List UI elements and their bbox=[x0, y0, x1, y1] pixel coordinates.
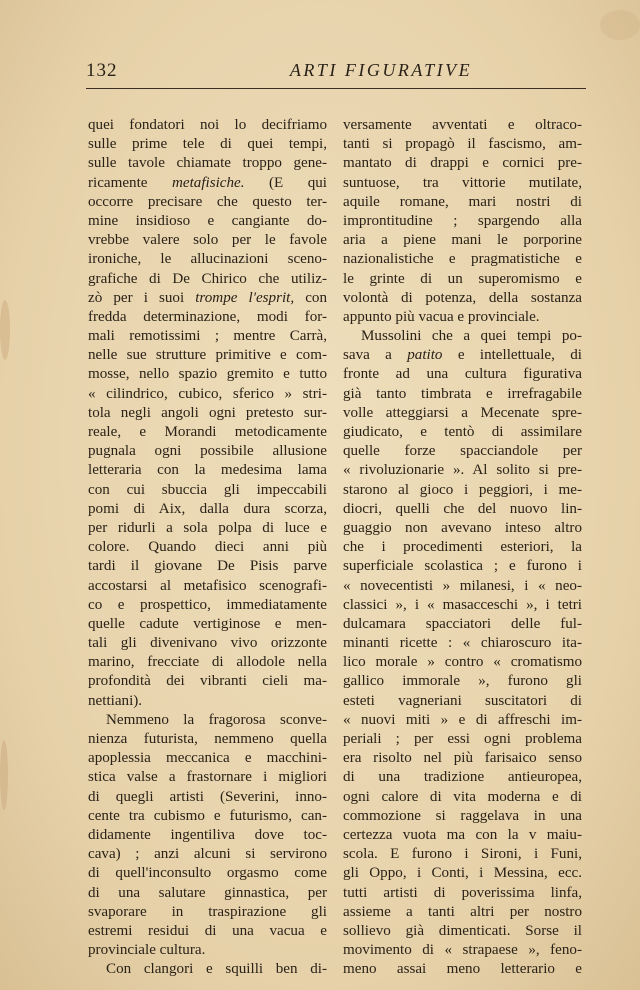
text-line: letteraria con la medesima lama bbox=[88, 462, 327, 479]
text-line: pomi di Aix, dalla dura scorza, bbox=[88, 500, 327, 517]
text-line: era risolto nel più farisaico senso bbox=[343, 750, 582, 767]
italic-term: metafisiche. bbox=[171, 174, 245, 191]
text-line: lico morale » contro « cromatismo bbox=[343, 654, 582, 671]
text-line: mosse, nello spazio gremito e tutto bbox=[88, 366, 327, 383]
text-line: tardi il giovane De Pisis parve bbox=[88, 558, 327, 575]
page-header bbox=[86, 60, 586, 90]
text-line: dulcamara spacciatori delle ful- bbox=[343, 615, 582, 632]
text-line: mine insidioso e cangiante do- bbox=[88, 212, 327, 229]
text-line: classici », i « masacceschi », i tetri bbox=[343, 596, 582, 613]
text-line: gallico immorale », furono gli bbox=[343, 673, 582, 690]
paper-stain bbox=[0, 740, 8, 810]
text-line: apoplessia meccanica e macchini- bbox=[88, 750, 327, 767]
text-line: periali ; per essi ogni problema bbox=[343, 731, 582, 747]
text-line: le grinte di un superomismo e bbox=[343, 270, 582, 287]
text-line: tutti artisti di poverissima linfa, bbox=[343, 884, 582, 901]
text-line: co e prospettico, immediatamente bbox=[88, 596, 327, 613]
text-line: quei fondatori noi lo decifriamo bbox=[88, 117, 327, 133]
text-line: « cilindrico, cubico, sferico » stri- bbox=[88, 385, 327, 402]
text-line: didamente ingentiliva dove toc- bbox=[88, 826, 327, 843]
text-line: per ridurli a sola polpa di luce e bbox=[88, 519, 327, 536]
text-line: gli Oppo, i Conti, i Messina, ecc. bbox=[343, 865, 582, 882]
text-line: Mussolini che a quei tempi po- bbox=[361, 328, 582, 345]
text-line: appunto più vacua e provinciale. bbox=[343, 308, 540, 325]
page-number: 132 bbox=[86, 60, 118, 81]
text-line: esteti vagneriani suscitatori di bbox=[343, 692, 582, 709]
text-line: nettiani). bbox=[88, 692, 143, 709]
text-line: improntitudine ; spargendo alla bbox=[343, 212, 582, 229]
text-line: sulle prime tele di quei tempi, bbox=[88, 136, 327, 153]
text-line: profondità dei vibranti cieli ma- bbox=[88, 673, 327, 690]
text-line: estremi residui di una vacua e bbox=[88, 922, 327, 939]
text-line: fredda determinazione, modi for- bbox=[88, 308, 327, 325]
text-line: tola negli angoli ogni pretesto sur- bbox=[88, 404, 327, 421]
text-line: suntuose, tra vittorie mutilate, bbox=[343, 174, 582, 191]
text-line: Con clangori e squilli ben di- bbox=[106, 961, 327, 978]
text-line: marino, frecciate di allodole nella bbox=[88, 654, 327, 671]
text-line: giudicato, e tentò di assimilare bbox=[343, 424, 582, 440]
header-rule bbox=[86, 88, 586, 89]
text-line: Nemmeno la fragorosa sconve- bbox=[106, 711, 327, 728]
paper-stain bbox=[0, 300, 10, 360]
text-line: « nuovi miti » e di affreschi im- bbox=[343, 711, 582, 728]
text-line: di quegli artisti (Severini, inno- bbox=[88, 788, 327, 805]
text-line: sulle tavole chiamate troppo gene- bbox=[88, 155, 327, 172]
running-title: ARTI FIGURATIVE bbox=[289, 60, 473, 80]
text-line: superficiale scolastica ; e furono i bbox=[343, 558, 582, 575]
text-line: volontà di potenza, della sostanza bbox=[343, 289, 582, 306]
text-line: fronte ad una cultura figurativa bbox=[343, 366, 582, 383]
text-line: tali gli divenivano vivo orizzonte bbox=[88, 635, 327, 652]
text-line: scola. E furono i Sironi, i Funi, bbox=[343, 846, 582, 863]
text-line: guaggio non avevano inteso altro bbox=[343, 519, 582, 536]
text-line: occorre precisare che questo ter- bbox=[88, 193, 327, 210]
text-line: quelle forze spacciandole per bbox=[343, 443, 582, 460]
text-line: meno assai meno letterario e bbox=[343, 961, 582, 978]
text-line: che i procedimenti esteriori, la bbox=[343, 539, 582, 556]
text-line: mali remotissimi ; mentre Carrà, bbox=[88, 328, 327, 345]
text-line: movimento di « strapaese », feno- bbox=[343, 942, 582, 959]
text-line: vrebbe valere solo per le favole bbox=[88, 232, 327, 249]
text-line: cava) ; anzi alcuni si servirono bbox=[88, 846, 327, 863]
text-line: reale, e Morandi metodicamente bbox=[88, 424, 327, 440]
text-line: commozione si raggelava in una bbox=[343, 807, 582, 824]
text-line: ricamente metafisiche. (E qui bbox=[88, 174, 327, 191]
text-line: nazionalistiche e pragmatistiche e bbox=[343, 251, 582, 268]
text-line: zò per i suoi trompe l'esprit, con bbox=[88, 289, 327, 306]
text-line: di una salutare ginnastica, per bbox=[88, 884, 327, 901]
text-line: versamente avventati e oltraco- bbox=[343, 117, 582, 133]
text-line: cente tra cubismo e futurismo, can- bbox=[88, 807, 327, 824]
italic-term: trompe l'esprit, bbox=[195, 289, 295, 306]
text-line: aquile romane, mari nostri di bbox=[343, 193, 582, 210]
text-line: mantato di drappi e cornici pre- bbox=[343, 155, 582, 172]
text-line: provinciale cultura. bbox=[88, 942, 206, 959]
paper-stain bbox=[600, 10, 640, 40]
text-line: « novecentisti » milanesi, i « neo- bbox=[343, 577, 582, 594]
text-line: sollievo già dimenticati. Sorse il bbox=[343, 922, 582, 939]
text-line: accostarsi al metafisico scenografi- bbox=[88, 577, 327, 594]
text-line: certezza vuota ma con la v maiu- bbox=[343, 826, 582, 843]
text-line: nienza futurista, nemmeno quella bbox=[88, 731, 327, 747]
text-line: di quell'inconsulto orgasmo come bbox=[88, 865, 327, 882]
italic-term: patito bbox=[407, 347, 443, 364]
text-line: stica valse a frastornare i migliori bbox=[88, 769, 327, 786]
text-line: quelle cadute vertiginose e men- bbox=[88, 615, 327, 632]
text-column-left bbox=[88, 116, 327, 979]
text-line: minanti ricette : « chiaroscuro ita- bbox=[343, 635, 582, 652]
text-line: con cui sbuccia gli impeccabili bbox=[88, 481, 327, 498]
text-line: « rivoluzionarie ». Al solito si pre- bbox=[343, 462, 582, 479]
text-line: grafiche di De Chirico che utiliz- bbox=[88, 270, 327, 287]
text-line: sava a patito e intellettuale, di bbox=[343, 347, 582, 364]
text-line: nelle sue strutture primitive e com- bbox=[88, 347, 327, 364]
text-line: ironiche, le allucinazioni sceno- bbox=[88, 251, 327, 268]
text-line: svaporare in traspirazione gli bbox=[88, 903, 327, 920]
text-line: pugnala ogni possibile allusione bbox=[88, 443, 327, 460]
text-column-right bbox=[343, 116, 582, 979]
text-line: tanti si propagò il fascismo, am- bbox=[343, 136, 582, 153]
text-line: assieme a tanti altri per nostro bbox=[343, 903, 582, 920]
text-line: di una tradizione antieuropea, bbox=[343, 769, 582, 786]
text-line: già tanto timbrata e irrefragabile bbox=[343, 385, 582, 402]
text-line: colore. Quando dieci anni più bbox=[88, 539, 327, 556]
text-line: aria a piene mani le porporine bbox=[343, 232, 582, 249]
text-line: ogni calore di vita moderna e di bbox=[343, 788, 582, 805]
text-line: diocri, quelli che del nuovo lin- bbox=[343, 500, 582, 517]
text-line: starono al gioco i peggiori, i me- bbox=[343, 481, 582, 498]
text-line: volle atteggiarsi a Mecenate spre- bbox=[343, 404, 582, 421]
